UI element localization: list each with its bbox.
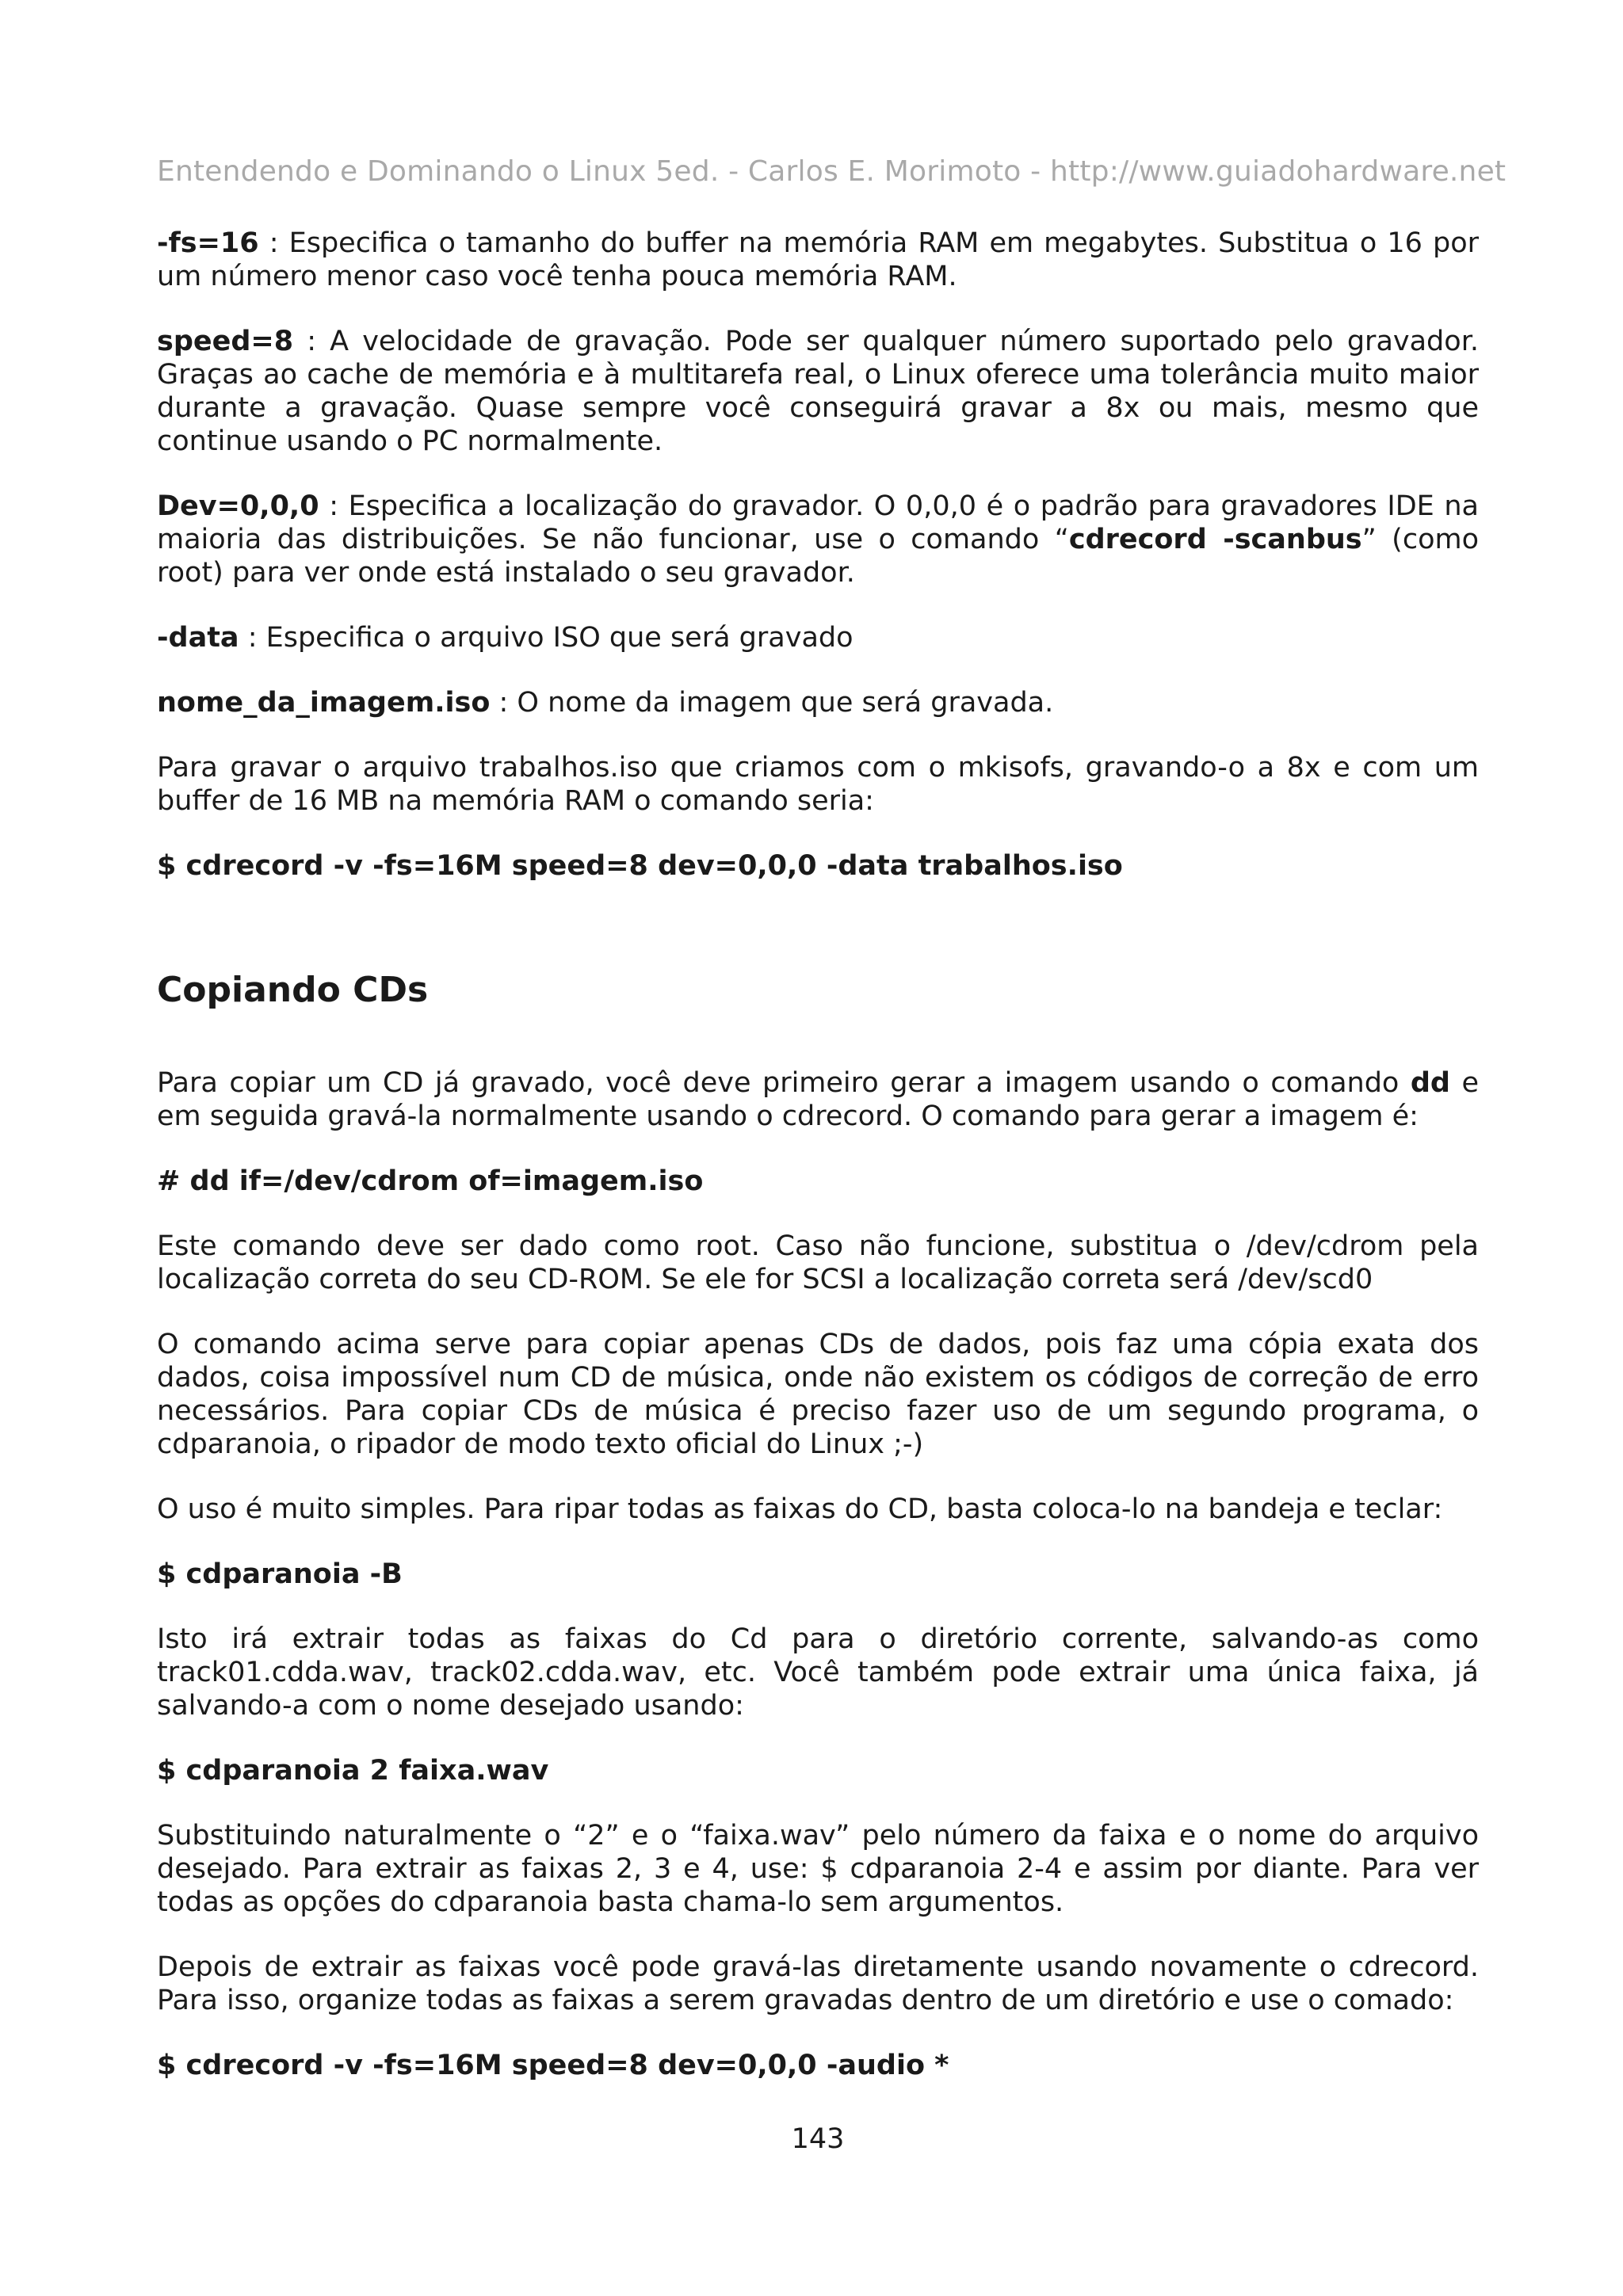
- command-cdrecord-audio: $ cdrecord -v -fs=16M speed=8 dev=0,0,0 -audio *: [157, 2050, 949, 2081]
- term-data: -data: [157, 622, 239, 654]
- paragraph-subst: Substituindo naturalmente o “2” e o “faixa.wav” pelo número da faixa e o nome do arquivo desejado. Para extrair as faixas 2, 3 e 4, use: $ cdparanoia 2-4 e assim por diante. Para ver todas as opções do cdparanoia basta chama-lo sem argumentos.: [157, 1820, 1479, 1918]
- page-content: [157, 227, 1479, 2114]
- running-header: Entendendo e Dominando o Linux 5ed. - Carlos E. Morimoto - http://www.guiadohardware.net: [157, 155, 1507, 188]
- text-nome: : O nome da imagem que será gravada.: [490, 687, 1054, 719]
- command-cdrecord-data: $ cdrecord -v -fs=16M speed=8 dev=0,0,0 -data trabalhos.iso: [157, 850, 1123, 882]
- text-speed: : A velocidade de gravação. Pode ser qualquer número suportado pelo gravador. Graças ao cache de memória e à multitarefa real, o Linux oferece uma tolerância muito maior durante a gravação. Quase sempre você conseguirá gravar a 8x ou mais, mesmo que continue usando o PC normalmente.: [157, 326, 1479, 457]
- paragraph-speed: [157, 325, 1479, 458]
- cmd-dd: dd: [1410, 1067, 1450, 1099]
- text-dev-1: : Especifica a localização do gravador. O 0,0,0 é o padrão para gravadores IDE na maioria das distribuições. Se não funcionar, use o comando “: [157, 490, 1479, 555]
- command-dd: # dd if=/dev/cdrom of=imagem.iso: [157, 1165, 704, 1197]
- paragraph-copiar: [157, 1066, 1479, 1133]
- paragraph-acima: O comando acima serve para copiar apenas CDs de dados, pois faz uma cópia exata dos dados, coisa impossível num CD de música, onde não existem os códigos de correção de erro necessários. Para copiar CDs de música é preciso fazer uso de um segundo programa, o cdparanoia, o ripador de modo texto oficial do Linux ;-): [157, 1329, 1479, 1460]
- paragraph-dev: [157, 490, 1479, 589]
- paragraph-gravar: Para gravar o arquivo trabalhos.iso que criamos com o mkisofs, gravando-o a 8x e com um buffer de 16 MB na memória RAM o comando seria:: [157, 752, 1479, 817]
- paragraph-root: Este comando deve ser dado como root. Caso não funcione, substitua o /dev/cdrom pela localização correta do seu CD-ROM. Se ele for SCSI a localização correta será /dev/scd0: [157, 1230, 1479, 1295]
- cmd-scanbus: cdrecord -scanbus: [1068, 524, 1362, 555]
- term-speed: speed=8: [157, 326, 294, 357]
- page-number: 143: [791, 2123, 845, 2155]
- text-copiar-2: e em seguida gravá-la normalmente usando o cdrecord. O comando para gerar a imagem é:: [157, 1067, 1479, 1132]
- paragraph-fs: [157, 227, 1479, 293]
- command-cdparanoia-b: $ cdparanoia -B: [157, 1558, 403, 1590]
- paragraph-isto: Isto irá extrair todas as faixas do Cd para o diretório corrente, salvando-as como track01.cdda.wav, track02.cdda.wav, etc. Você também pode extrair uma única faixa, já salvando-a com o nome desejado usando:: [157, 1623, 1479, 1722]
- text-dev-2: ” (como root) para ver onde está instalado o seu gravador.: [157, 524, 1479, 589]
- text-fs: : Especifica o tamanho do buffer na memória RAM em megabytes. Substitua o 16 por um número menor caso você tenha pouca memória RAM.: [157, 227, 1479, 292]
- paragraph-data: [157, 621, 1479, 654]
- document-page: [157, 0, 1507, 2296]
- paragraph-nome: [157, 686, 1479, 719]
- term-nome: nome_da_imagem.iso: [157, 687, 491, 719]
- section-heading: Copiando CDs: [157, 970, 429, 1010]
- term-fs: -fs=16: [157, 227, 259, 259]
- term-dev: Dev=0,0,0: [157, 490, 319, 522]
- paragraph-uso: O uso é muito simples. Para ripar todas as faixas do CD, basta coloca-lo na bandeja e teclar:: [157, 1493, 1443, 1525]
- text-data: : Especifica o arquivo ISO que será gravado: [239, 622, 854, 654]
- paragraph-depois: Depois de extrair as faixas você pode gravá-las diretamente usando novamente o cdrecord. Para isso, organize todas as faixas a serem gravadas dentro de um diretório e use o comado:: [157, 1951, 1479, 2016]
- command-cdparanoia-faixa: $ cdparanoia 2 faixa.wav: [157, 1755, 549, 1787]
- text-copiar-1: Para copiar um CD já gravado, você deve primeiro gerar a imagem usando o comando: [157, 1067, 1411, 1099]
